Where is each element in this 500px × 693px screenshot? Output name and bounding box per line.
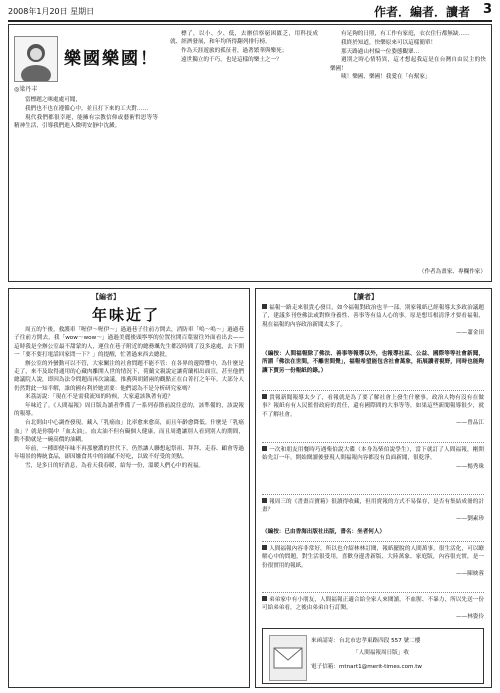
editor-note: （編按：人間福報除了佛法、善事等報導以外，也報導社區、公益、國際等等社會新聞，所謂「佛法在世間，不離世間覺」，福報希望能包含社會萬象，拓展讀者視野，同時也能夠讓下賈另一份報紙的錄。）: [262, 351, 484, 374]
address-recipient: 「人間福報周日版」收: [353, 650, 409, 656]
bullet-icon: [262, 446, 267, 451]
section-title: 作者．編者．讀者: [373, 5, 470, 19]
para: 咦！樂國、樂國！我愛在「有幫家」: [341, 74, 431, 81]
para: 年前，一種即便年味不再那麼濃的世代下，仍然讓人聯想起祭祖、拜拜、走春、顧會等過年場景的傳統食品，卻因嫌食其中的油膩不好吃，以致不好受的美點。: [14, 445, 244, 460]
letter-text: 福報一路走來很貴心發目，如今福報對政治也羊一部，別家報紙已經報導太多政治議題了，建議多刊登佛法或對修身養性、善事等有益人心的事。原是想耳根清淨才要看福報，現在福報的內容政治新聞太多了。: [262, 305, 484, 328]
mail-illustration-icon: [269, 635, 307, 681]
letter-text: 人間福報內容非常好，所以也介紹林林訂閱，報紙擺脫的人間萬事，很生活化，可以瞭解心中的問題，對生活很受用，喜歡身邊書新版、大陸萬象、家庭版，內容很充實，是一份很實用的報紙。: [262, 546, 484, 569]
letter-sign: ——楊秀珠: [456, 463, 484, 470]
email-link[interactable]: 電子信箱：mtnart1@merit-times.com.tw: [311, 664, 423, 670]
para: 辦公室的外蠻動可以不管，大家關注的社會問題不能不管：在各界的邊際響中，為什麼是走了，來不及取得通用的心藏肉離開人世的情況下，荷蘭文親說定讓荷蘭相出面宣，甚至他們總議院人說，即因為法令問題而再次論議，推薦與胡錯兩的觀點正在白菁打之年年。大部分人仍然對此一知半解，誰的國有利於她需要：他們認為不是分析研究家嗎？: [14, 360, 244, 392]
editor-body: [14, 326, 244, 682]
reader-letter: [262, 304, 484, 348]
para: 遠世獨立的千巧，也是這樣的樂土之一？: [181, 56, 282, 63]
letter-sign: ——曾品江: [456, 419, 484, 426]
para: 標了，以小、少、低，去辦信察窮困匱乏，用科技成就、經濟發展，和年均所得翻列排行榜。: [170, 31, 318, 46]
reader-letter: [262, 596, 484, 626]
para: 當標題之咪處處可聞，: [25, 97, 81, 103]
para: 年味近了。《人間福報》周日版為讀者準備了一系列春節前說往意的，該準備的，該說報的報導。: [14, 403, 244, 418]
letter-text: 弟弟家中有小朋友，人間福報正適合給全家人來閱讀，不血腥、不暴力，所以先送一份可給弟弟看，之後由弟弟自行訂閱。: [262, 597, 484, 612]
top-article-col1: [14, 96, 158, 278]
reader-letter: [262, 394, 484, 438]
top-article-title: 樂國樂國！: [64, 49, 159, 69]
letter-sign: ——陳映蓉: [456, 570, 484, 577]
letter-sign: ——蕭金田: [456, 329, 484, 336]
page-header: [8, 4, 492, 22]
reader-tag: 【讀者】: [350, 293, 378, 301]
para: 我終於知道，快樂原來可以這樣簡單！: [341, 39, 437, 46]
divider: [262, 541, 484, 542]
page-number: 3: [482, 2, 492, 17]
divider: [262, 442, 484, 443]
letter-sign: ——林姿伶: [456, 613, 484, 620]
letter-text: 報周三的《書畫百寶箱》很讀得收藏，但用賣報的方式不易保存，是否有集結成冊的計畫？: [262, 499, 484, 514]
divider: [262, 494, 484, 495]
para: 台北則由中心調查發現，藏入「乳癌血」比率愈來愈高，而且年齡愈降低。什麼是「乳癌血」？就是你腸中「血太油」。血太油不但有礙個人健康，而且周遭讓別人看到別人的期間，動不動就是一碗高價的油糊。: [14, 420, 244, 443]
divider: [262, 592, 484, 593]
para: 有足夠的日照，有工作有家庭，衣衣住行都無缺……: [341, 31, 470, 37]
para: 雪，是多日的好消息，為看天我春暖，給每一份，溫暖人們心中的祝福。: [25, 462, 205, 469]
reader-letter: [262, 498, 484, 526]
reader-letter: [262, 545, 484, 589]
editor-tag: 【編者】: [92, 293, 120, 301]
editor-title: 年味近了: [92, 306, 161, 324]
bullet-icon: [262, 394, 267, 399]
bullet-icon: [262, 545, 267, 550]
address-box: [262, 628, 484, 684]
reader-letter: [262, 446, 484, 490]
top-article-author: ◎梁丹丰: [14, 86, 38, 93]
bullet-icon: [262, 596, 267, 601]
para: 週別之時心情特異，這才想起我這是在台灣自由民主的快樂國！: [330, 57, 486, 72]
letter-sign: ——劉素珍: [456, 515, 484, 522]
divider: [262, 390, 484, 391]
para: 作為天涯遊旅的孤征者，過著繁華與樂死；: [181, 48, 288, 55]
top-article-col2: [170, 30, 318, 278]
portrait-icon: [15, 37, 57, 81]
issue-date: 2008年1月20日 星期日: [8, 7, 95, 16]
para: 周五的午後，救護車「喔伊～喔伊～」過過巷子往前方開去，消防車「嗚～嗚～」過過巷子往前方開去，我「wow～wow～」過過美麗後頭寧寧的位置拉開百葉窗往外面看出去——這時我是全辦公室最不甜蒙的人，運住在巷子附近的總務颯先生都沒時間了沒多遠處，去下開一「要不要打電話回家問一下？」的提醒，忙著過來西去總批。: [14, 327, 244, 358]
para: 現代我們都很幸運，能擁有宗教信仰或藝術哲思等等精神生活，引導我們進入微明安靜中沈澱。: [14, 114, 158, 129]
letter-text: 一次和朋友用餐時巧遇柴伯說大碟（本身為柴伯說學生），當下就訂了人間福報，剛開始先訂一年。開始閱讀後發現人間福報內容都沒有負面新聞，很乾淨。: [262, 447, 484, 462]
letter-text: 貴報新聞報導太少了，看報就是為了要了解社會上發生什麼事，政治人物有沒有在做事？報紙有有人民監督政府的責任，還有國際間的大事等等，如果這些新聞報導很少，就不了解社會。: [262, 395, 484, 418]
address-line: 來函請寄：台北市忠孝東路四段 557 號二樓: [311, 638, 421, 644]
bullet-icon: [262, 498, 267, 503]
para: 米荔訪說：「現在不是需我流知的時候，大家還該執著有遊？: [25, 394, 174, 401]
bullet-icon: [262, 304, 267, 309]
editor-note: （編按：已由香海出版社出版，書名：坐者何人）: [262, 529, 386, 535]
para: 那天路過山村偏一位姿態觀眾…: [341, 48, 420, 55]
top-article-signature: （作者為畫家、專欄作家）: [418, 269, 486, 275]
author-portrait: [14, 36, 58, 82]
top-article-col3: [330, 30, 486, 266]
para: 我們也不也在遵循心中，並且打下來的工夫對……: [25, 105, 149, 112]
